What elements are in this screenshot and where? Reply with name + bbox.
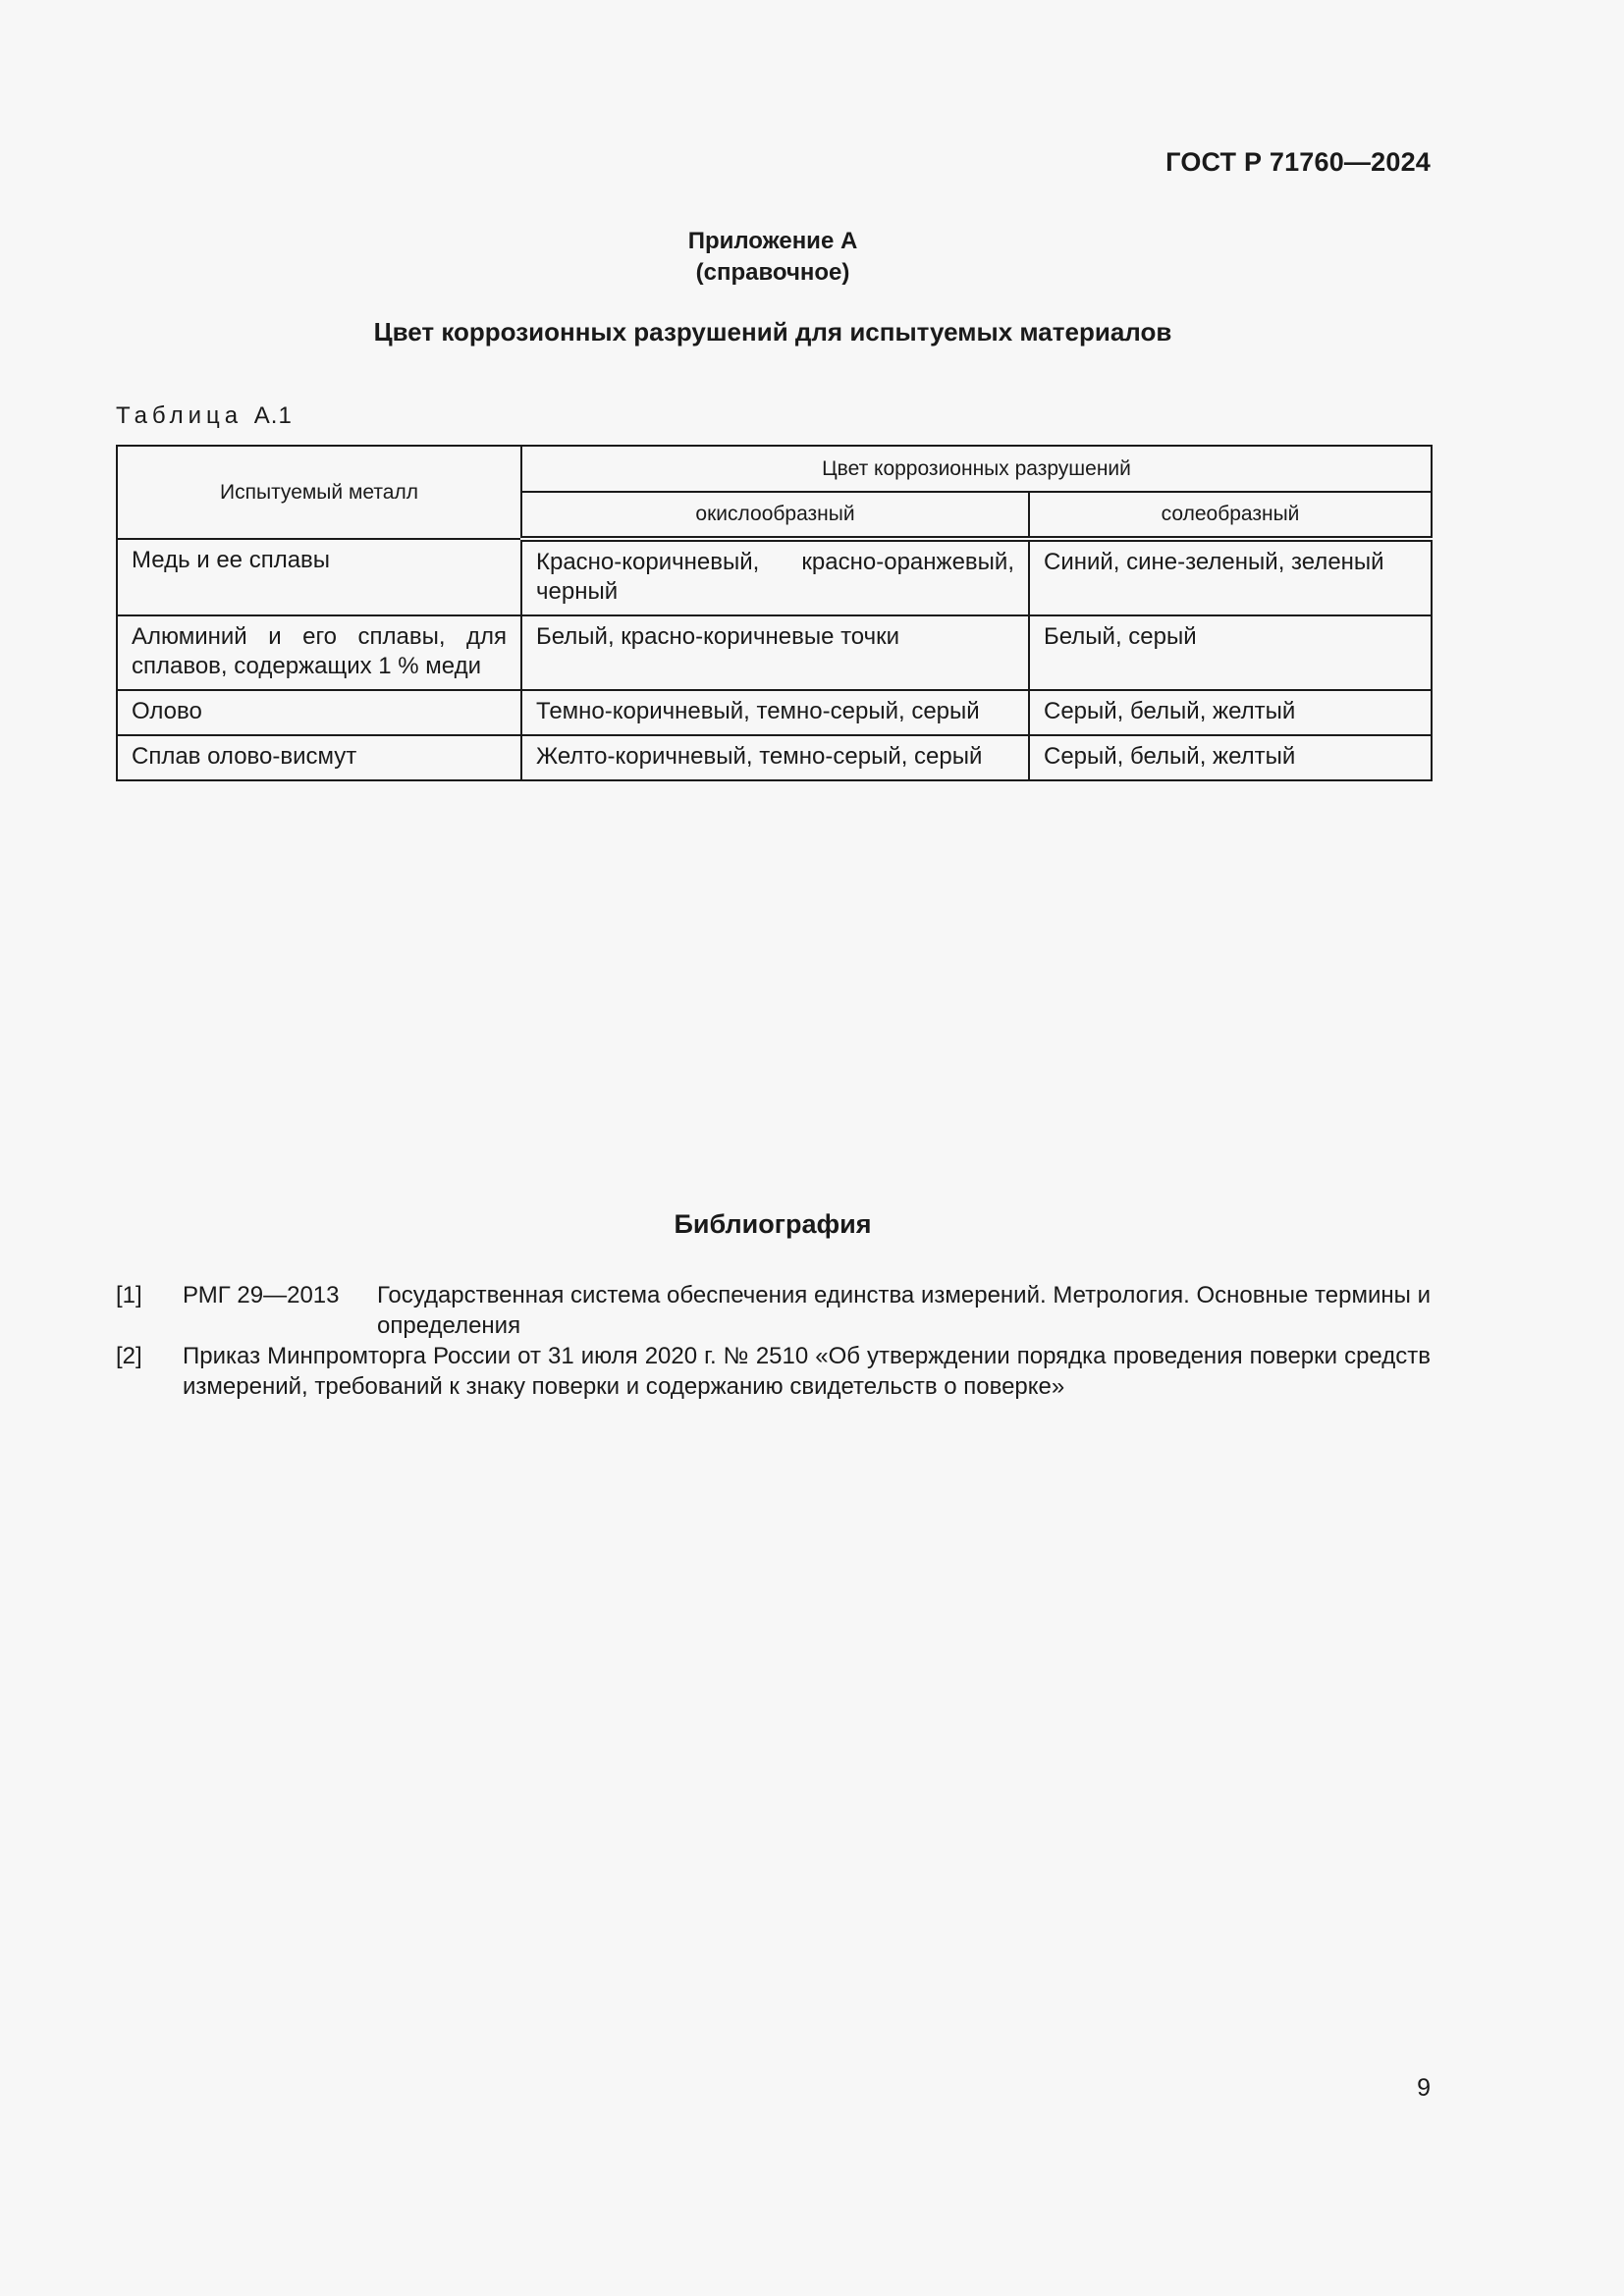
table-row [117, 735, 1432, 780]
cell-oxide: Желто-коричневый, темно-серый, серый [521, 735, 1029, 780]
cell-oxide: Темно-коричневый, темно-серый, серый [521, 690, 1029, 735]
table-row [117, 615, 1432, 690]
bibliography-entry [116, 1341, 1431, 1402]
bibliography-entry [116, 1280, 1431, 1341]
cell-salt: Синий, сине-зеленый, зеленый [1029, 539, 1432, 615]
page-number: 9 [1417, 2074, 1431, 2102]
bibliography-entry-code: РМГ 29—2013 [183, 1282, 340, 1308]
appendix-title: Приложение А [687, 228, 858, 254]
table-row [117, 690, 1432, 735]
cell-metal: Сплав олово-висмут [117, 735, 521, 780]
appendix-kind: (справочное) [695, 259, 850, 286]
bibliography-entry-text: Приказ Минпромторга России от 31 июля 2020 г. № 2510 «Об утверждении порядка проведения поверки средств измерений, требований к знаку поверки и содержанию свидетельств о поверке» [183, 1343, 1431, 1400]
document-code: ГОСТ Р 71760—2024 [1165, 147, 1431, 177]
cell-metal: Медь и ее сплавы [117, 539, 521, 615]
column-header-oxide: окислообразный [521, 492, 1029, 539]
bibliography-title: Библиография [674, 1209, 872, 1239]
cell-oxide: Белый, красно-коричневые точки [521, 615, 1029, 690]
column-header-salt: солеобразный [1029, 492, 1432, 539]
cell-metal: Алюминий и его сплавы, для сплавов, содержащих 1 % меди [117, 615, 521, 690]
column-header-metal: Испытуемый металл [117, 446, 521, 539]
table-caption-number: А.1 [253, 402, 293, 429]
table-caption [116, 402, 293, 430]
table-caption-word: Таблица [116, 402, 244, 429]
cell-salt: Серый, белый, желтый [1029, 735, 1432, 780]
column-header-group: Цвет коррозионных разрушений [521, 446, 1432, 492]
cell-salt: Серый, белый, желтый [1029, 690, 1432, 735]
table-row [117, 539, 1432, 615]
section-title: Цвет коррозионных разрушений для испытуемых материалов [373, 317, 1172, 347]
corrosion-color-table [116, 445, 1433, 781]
cell-metal: Олово [117, 690, 521, 735]
bibliography-entry-text: Государственная система обеспечения единства измерений. Метрология. Основные термины и определения [377, 1282, 1431, 1339]
cell-oxide: Красно-коричневый, красно-оранжевый, черный [521, 539, 1029, 615]
cell-salt: Белый, серый [1029, 615, 1432, 690]
bibliography-entry-number: [2] [116, 1343, 142, 1369]
bibliography-entry-number: [1] [116, 1282, 142, 1308]
